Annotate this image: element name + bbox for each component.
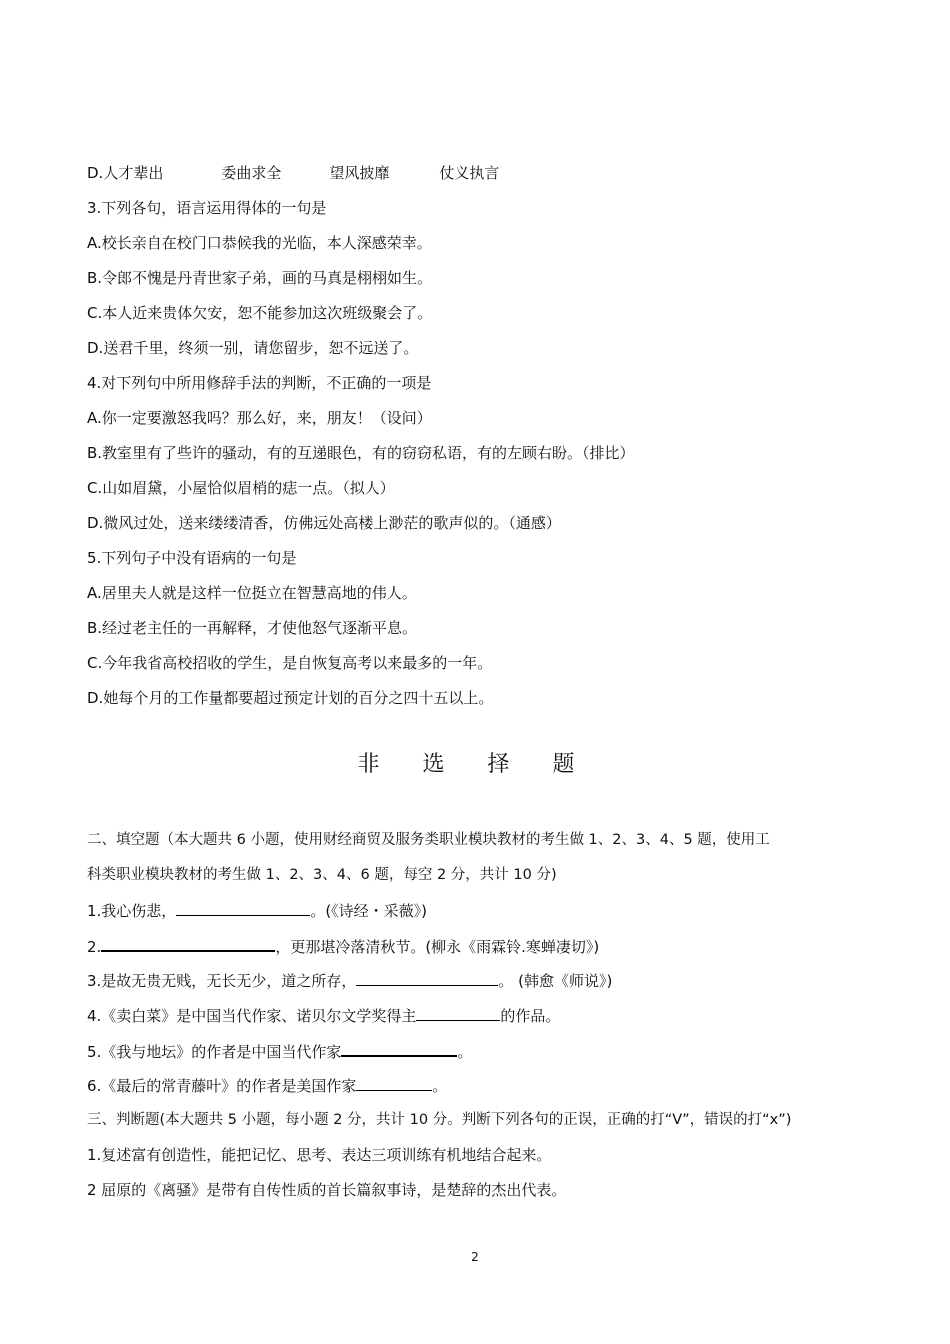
answer-blank-2[interactable]: [101, 935, 275, 952]
question-5-option-c: C.今年我省高校招收的学生，是自恢复高考以来最多的一年。: [87, 654, 493, 672]
page-number: 2: [471, 1250, 479, 1264]
answer-blank-3[interactable]: [356, 970, 498, 986]
fill-item-4-prefix: 4.《卖白菜》是中国当代作家、诺贝尔文学奖得主: [87, 1007, 417, 1025]
answer-blank-6[interactable]: [356, 1075, 432, 1091]
fill-item-5-prefix: 5.《我与地坛》的作者是中国当代作家: [87, 1043, 342, 1061]
answer-blank-5[interactable]: [341, 1040, 457, 1057]
option-d-word-1: D.人才辈出: [87, 164, 164, 182]
question-4: 4.对下列句中所用修辞手法的判断，不正确的一项是: [87, 374, 432, 392]
question-5-option-a: A.居里夫人就是这样一位挺立在智慧高地的伟人。: [87, 584, 417, 602]
fill-item-4-suffix: 的作品。: [500, 1007, 561, 1025]
question-4-option-d: D.微风过处，送来缕缕清香，仿佛远处高楼上渺茫的歌声似的。（通感）: [87, 514, 561, 532]
fill-item-3-suffix: 。 (韩愈《师说》): [498, 972, 613, 990]
judge-intro: 三、判断题(本大题共 5 小题，每小题 2 分，共计 10 分。判断下列各句的正误，正确的打“V”，错误的打“x”): [87, 1112, 792, 1128]
question-3-option-d: D.送君千里，终须一别，请您留步，恕不远送了。: [87, 339, 419, 357]
question-3: 3.下列各句，语言运用得体的一句是: [87, 199, 327, 217]
question-3-option-a: A.校长亲自在校门口恭候我的光临，本人深感荣幸。: [87, 234, 432, 252]
fill-item-6-prefix: 6.《最后的常青藤叶》的作者是美国作家: [87, 1077, 357, 1095]
fill-item-5-suffix: 。: [457, 1043, 473, 1061]
judge-item-2: 2 屈原的《离骚》是带有自传性质的首长篇叙事诗，是楚辞的杰出代表。: [87, 1181, 567, 1199]
answer-blank-1[interactable]: [176, 900, 310, 916]
fill-item-3: [87, 970, 612, 991]
fill-item-1: [87, 900, 427, 921]
fill-item-2: [87, 935, 599, 957]
fill-item-1-suffix: 。(《诗经・采薇》): [310, 902, 428, 920]
question-5-option-d: D.她每个月的工作量都要超过预定计划的百分之四十五以上。: [87, 689, 494, 707]
fill-item-1-prefix: 1.我心伤悲，: [87, 902, 177, 920]
judge-item-1: 1.复述富有创造性，能把记忆、思考、表达三项训练有机地结合起来。: [87, 1146, 552, 1164]
option-d-word-4: 仗义执言: [439, 164, 500, 182]
fill-item-5: [87, 1040, 472, 1062]
question-3-option-b: B.令郎不愧是丹青世家子弟，画的马真是栩栩如生。: [87, 269, 433, 287]
section-heading: 非 选 择 题: [357, 752, 593, 777]
option-d-word-3: 望风披靡: [329, 164, 390, 182]
fill-item-3-prefix: 3.是故无贵无贱，无长无少，道之所存，: [87, 972, 357, 990]
option-d-word-2: 委曲求全: [221, 164, 282, 182]
question-5-option-b: B.经过老主任的一再解释，才使他怒气逐渐平息。: [87, 619, 418, 637]
fill-item-2-prefix: 2.: [87, 938, 102, 956]
question-3-option-c: C.本人近来贵体欠安，恕不能参加这次班级聚会了。: [87, 304, 433, 322]
answer-blank-4[interactable]: [416, 1005, 500, 1021]
question-5: 5.下列句子中没有语病的一句是: [87, 549, 297, 567]
fill-item-6-suffix: 。: [432, 1077, 448, 1095]
fill-item-4: [87, 1005, 560, 1026]
question-4-option-a: A.你一定要激怒我吗？那么好，来，朋友！（设问）: [87, 409, 432, 427]
fill-item-2-suffix: ，更那堪冷落清秋节。(柳永《雨霖铃.寒蝉凄切》): [275, 938, 600, 956]
question-4-option-c: C.山如眉黛，小屋恰似眉梢的痣一点。（拟人）: [87, 479, 395, 497]
fill-blank-intro-line-2: 科类职业模块教材的考生做 1、2、3、4、6 题，每空 2 分，共计 10 分): [87, 867, 557, 883]
option-d-prev: [87, 163, 499, 183]
question-4-option-b: B.教室里有了些许的骚动，有的互递眼色，有的窃窃私语，有的左顾右盼。（排比）: [87, 444, 635, 462]
fill-item-6: [87, 1075, 447, 1096]
fill-blank-intro-line-1: 二、填空题（本大题共 6 小题，使用财经商贸及服务类职业模块教材的考生做 1、2、3、4、5 题，使用工: [87, 832, 770, 848]
